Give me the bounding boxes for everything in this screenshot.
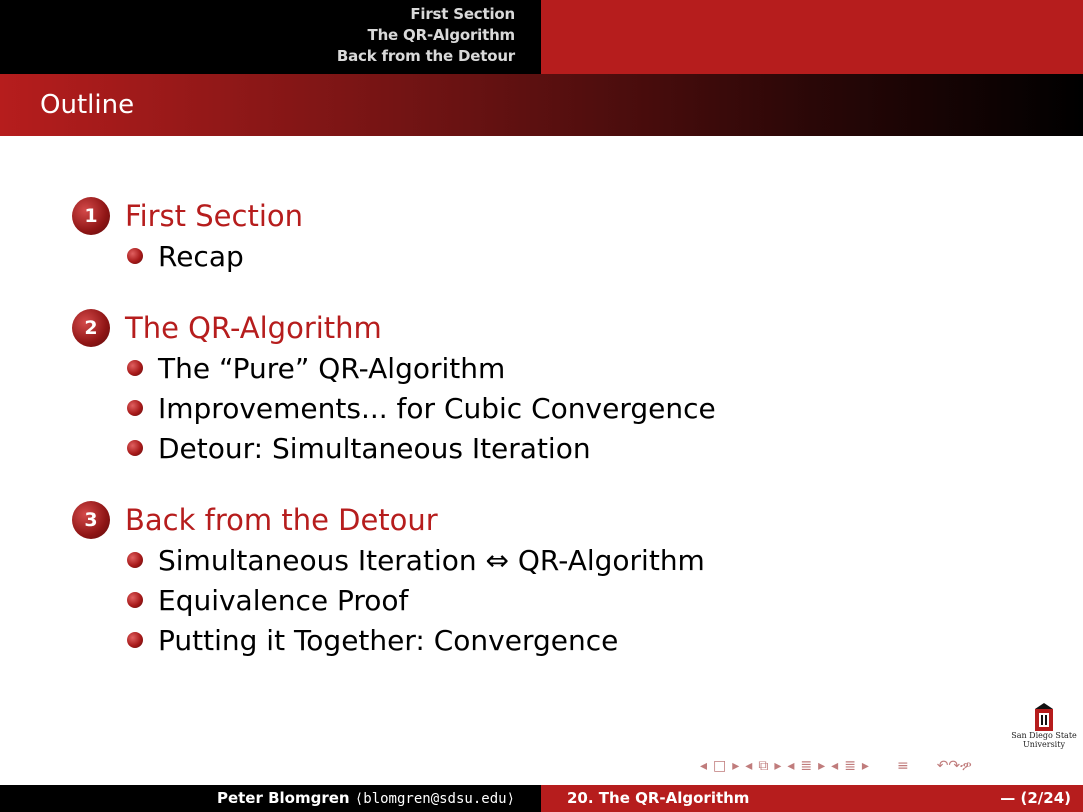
section-number-ball: 1	[72, 197, 110, 235]
footer-bar	[0, 785, 1083, 812]
subsection-label[interactable]: Improvements... for Cubic Convergence	[158, 391, 716, 425]
subsection-icon[interactable]: ⧉	[758, 758, 769, 774]
beamer-navigation-symbols	[700, 756, 1080, 776]
nav-section-first[interactable]: First Section	[410, 5, 515, 23]
nav-left-arrow-icon[interactable]: ◂	[700, 758, 708, 774]
nav-right-arrow-icon[interactable]: ▸	[774, 758, 782, 774]
logo-line-2: University	[1023, 740, 1065, 749]
footer-author	[217, 789, 515, 807]
bullet-icon	[127, 360, 143, 376]
section-title[interactable]: The QR-Algorithm	[125, 311, 382, 345]
subsection-item[interactable]	[72, 580, 716, 620]
subsection-item[interactable]	[72, 236, 716, 276]
author-name: Peter Blomgren	[216, 789, 350, 807]
footer-right-panel	[541, 785, 1083, 812]
bullet-icon	[127, 400, 143, 416]
outline-section-3	[72, 500, 716, 660]
frame-title-bar	[0, 74, 1083, 136]
outline-list	[72, 196, 716, 692]
section-icon[interactable]: ≣	[800, 758, 813, 774]
section-title[interactable]: Back from the Detour	[125, 503, 438, 537]
page-counter: — (2/24)	[1000, 789, 1071, 807]
subsection-item[interactable]	[72, 348, 716, 388]
subsection-label[interactable]: Equivalence Proof	[158, 583, 409, 617]
bullet-icon	[127, 552, 143, 568]
section-heading[interactable]	[72, 308, 716, 348]
section-navigation	[337, 4, 515, 67]
bullet-icon	[127, 440, 143, 456]
nav-right-arrow-icon[interactable]: ▸	[861, 758, 869, 774]
subsection-label[interactable]: Simultaneous Iteration ⇔ QR-Algorithm	[158, 543, 705, 577]
align-icon[interactable]: ≡	[896, 758, 909, 774]
subsection-label[interactable]: The “Pure” QR-Algorithm	[158, 351, 506, 385]
outline-section-2	[72, 308, 716, 468]
nav-left-arrow-icon[interactable]: ◂	[831, 758, 839, 774]
subsection-label[interactable]: Detour: Simultaneous Iteration	[158, 431, 591, 465]
author-email: ⟨blomgren@sdsu.edu⟩	[354, 791, 515, 807]
subsection-item[interactable]	[72, 428, 716, 468]
footer-talk-title: 20. The QR-Algorithm	[567, 789, 750, 807]
nav-right-arrow-icon[interactable]: ▸	[818, 758, 826, 774]
section-number-ball: 2	[72, 309, 110, 347]
university-logo	[1008, 703, 1080, 749]
subsection-item[interactable]	[72, 540, 716, 580]
nav-section-qr-algorithm[interactable]: The QR-Algorithm	[367, 26, 515, 44]
top-bar-right-panel	[541, 0, 1083, 74]
subsection-item[interactable]	[72, 620, 716, 660]
section-heading[interactable]	[72, 196, 716, 236]
top-bar-left-panel	[0, 0, 541, 74]
nav-section-back-from-detour[interactable]: Back from the Detour	[336, 47, 515, 65]
frame-icon[interactable]: □	[713, 758, 727, 774]
footer-left-panel	[0, 785, 541, 812]
subsection-label[interactable]: Putting it Together: Convergence	[158, 623, 619, 657]
nav-left-arrow-icon[interactable]: ◂	[745, 758, 753, 774]
section-title[interactable]: First Section	[125, 199, 303, 233]
frame-title: Outline	[40, 90, 135, 120]
sdsu-tower-icon	[1033, 703, 1055, 731]
bullet-icon	[127, 632, 143, 648]
section-heading[interactable]	[72, 500, 716, 540]
logo-line-1: San Diego State	[1011, 731, 1077, 740]
nav-left-arrow-icon[interactable]: ◂	[787, 758, 795, 774]
search-icon[interactable]: ↶↷ዏ	[936, 758, 972, 774]
subsection-item[interactable]	[72, 388, 716, 428]
top-navigation-bar	[0, 0, 1083, 74]
bullet-icon	[127, 248, 143, 264]
nav-right-arrow-icon[interactable]: ▸	[732, 758, 740, 774]
outline-section-1	[72, 196, 716, 276]
bullet-icon	[127, 592, 143, 608]
section-number-ball: 3	[72, 501, 110, 539]
subsection-label[interactable]: Recap	[158, 239, 244, 273]
section-icon[interactable]: ≣	[844, 758, 856, 774]
